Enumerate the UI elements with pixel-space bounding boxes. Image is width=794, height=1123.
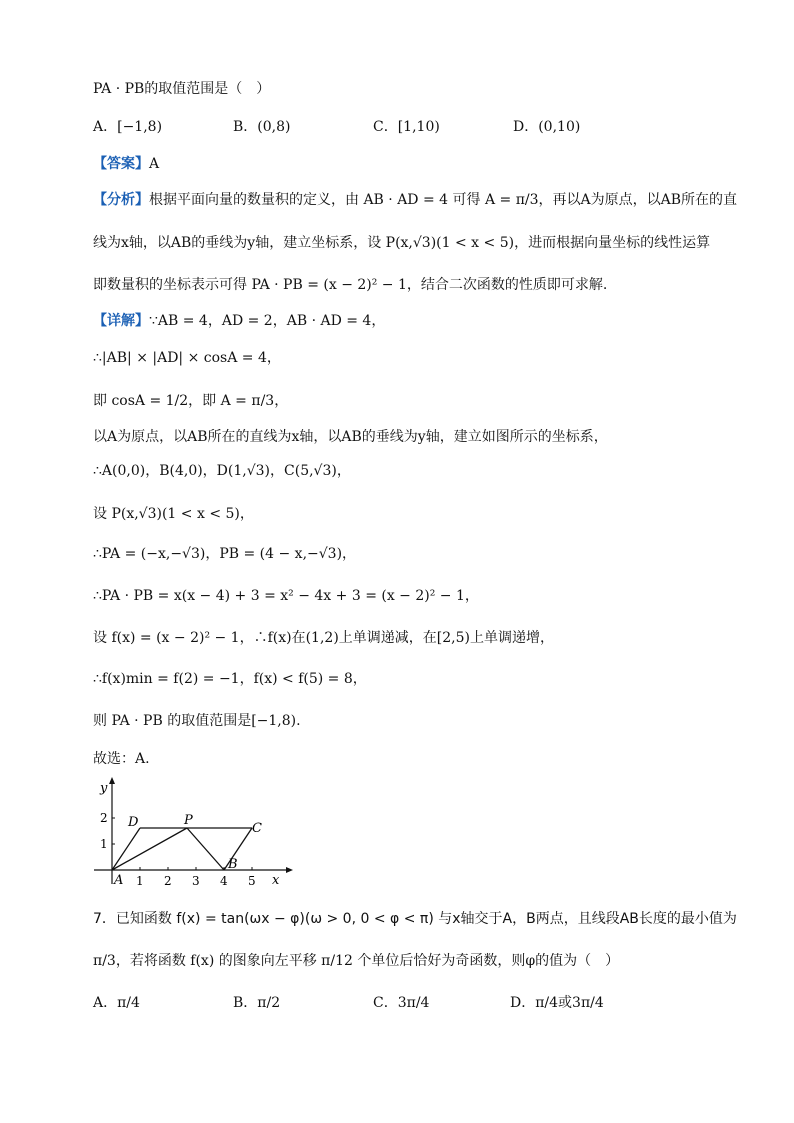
detail-line-7: ∴PA = (−x,−√3)，PB = (4 − x,−√3)， <box>93 546 357 562</box>
x-tick-label-5: 5 <box>248 874 256 888</box>
point-label-A: A <box>114 873 124 888</box>
q7-option-d: D．π/4或3π/4 <box>510 995 604 1011</box>
detail-line-6: 设 P(x,√3)(1 < x < 5)， <box>93 506 254 522</box>
q6-option-c: C．[1,10) <box>373 119 440 135</box>
answer-line <box>93 155 159 173</box>
q6-option-d: D．(0,10) <box>513 119 581 135</box>
detail-tag: 【详解】 <box>93 313 149 329</box>
x-tick-label-4: 4 <box>220 874 228 888</box>
point-label-C: C <box>252 821 262 836</box>
detail-line-9: 设 f(x) = (x − 2)² − 1，∴f(x)在(1,2)上单调递减，在[2,5)上单调递增， <box>93 630 554 646</box>
q7-option-a: A．π/4 <box>93 995 140 1011</box>
segment-AP <box>112 828 187 870</box>
analysis-line-1 <box>93 191 737 209</box>
detail-line-11: 则 PA · PB 的取值范围是[−1,8). <box>93 713 301 729</box>
x-axis-arrow <box>286 867 293 873</box>
detail-line-2: ∴|AB| × |AD| × cosA = 4， <box>93 350 281 366</box>
answer-tag: 【答案】 <box>93 156 149 172</box>
q7-option-c: C．3π/4 <box>373 995 430 1011</box>
detail-line-12: 故选：A. <box>93 751 150 767</box>
y-tick-label-1: 1 <box>100 837 108 851</box>
q6-option-a: A．[−1,8) <box>93 119 163 135</box>
q7-line-1: 7．已知函数 f(x) = tan(ωx − φ)(ω > 0, 0 < φ < π) 与x轴交于A，B两点，且线段AB长度的最小值为 <box>93 911 737 927</box>
detail-line-3: 即 cosA = 1/2，即 A = π/3， <box>93 393 289 409</box>
detail-line-4: 以A为原点，以AB所在的直线为x轴，以AB的垂线为y轴，建立如图所示的坐标系， <box>93 429 608 445</box>
q7-option-b: B．π/2 <box>233 995 281 1011</box>
x-tick-label-3: 3 <box>192 874 200 888</box>
x-tick-label-2: 2 <box>164 874 172 888</box>
y-tick-label-2: 2 <box>100 811 108 825</box>
y-axis-arrow <box>109 777 115 784</box>
segment-AD <box>112 828 140 870</box>
answer-value: A <box>149 156 160 172</box>
analysis-line-3: 即数量积的坐标表示可得 PA · PB = (x − 2)² − 1，结合二次函数的性质即可求解. <box>93 277 608 293</box>
q6-option-b: B．(0,8) <box>233 119 291 135</box>
q6-stem-tail: PA · PB的取值范围是（ ） <box>93 81 271 97</box>
q7-line-2: π/3，若将函数 f(x) 的图象向左平移 π/12 个单位后恰好为奇函数，则φ的值为（ ） <box>93 953 620 969</box>
point-label-B: B <box>228 857 238 872</box>
y-axis-label: y <box>100 781 108 796</box>
detail-line-1 <box>93 312 385 330</box>
detail-line-5: ∴A(0,0)，B(4,0)，D(1,√3)，C(5,√3)， <box>93 463 351 479</box>
point-label-D: D <box>128 815 139 830</box>
analysis-line-2: 线为x轴，以AB的垂线为y轴，建立坐标系，设 P(x,√3)(1 < x < 5)，进而根据向量坐标的线性运算 <box>93 235 711 251</box>
x-tick-label-1: 1 <box>136 874 144 888</box>
segment-PB <box>187 828 224 870</box>
detail-line-10: ∴f(x)min = f(2) = −1，f(x) < f(5) = 8， <box>93 671 367 687</box>
detail-line-8: ∴PA · PB = x(x − 4) + 3 = x² − 4x + 3 = (x − 2)² − 1， <box>93 588 479 604</box>
point-label-P: P <box>184 813 193 828</box>
detail-text-1: ∵AB = 4，AD = 2，AB · AD = 4， <box>149 313 386 329</box>
coordinate-figure <box>90 772 300 892</box>
analysis-tag: 【分析】 <box>93 192 149 208</box>
x-axis-label: x <box>272 873 280 888</box>
analysis-text-1: 根据平面向量的数量积的定义，由 AB · AD = 4 可得 A = π/3，再以A为原点，以AB所在的直 <box>149 192 738 208</box>
